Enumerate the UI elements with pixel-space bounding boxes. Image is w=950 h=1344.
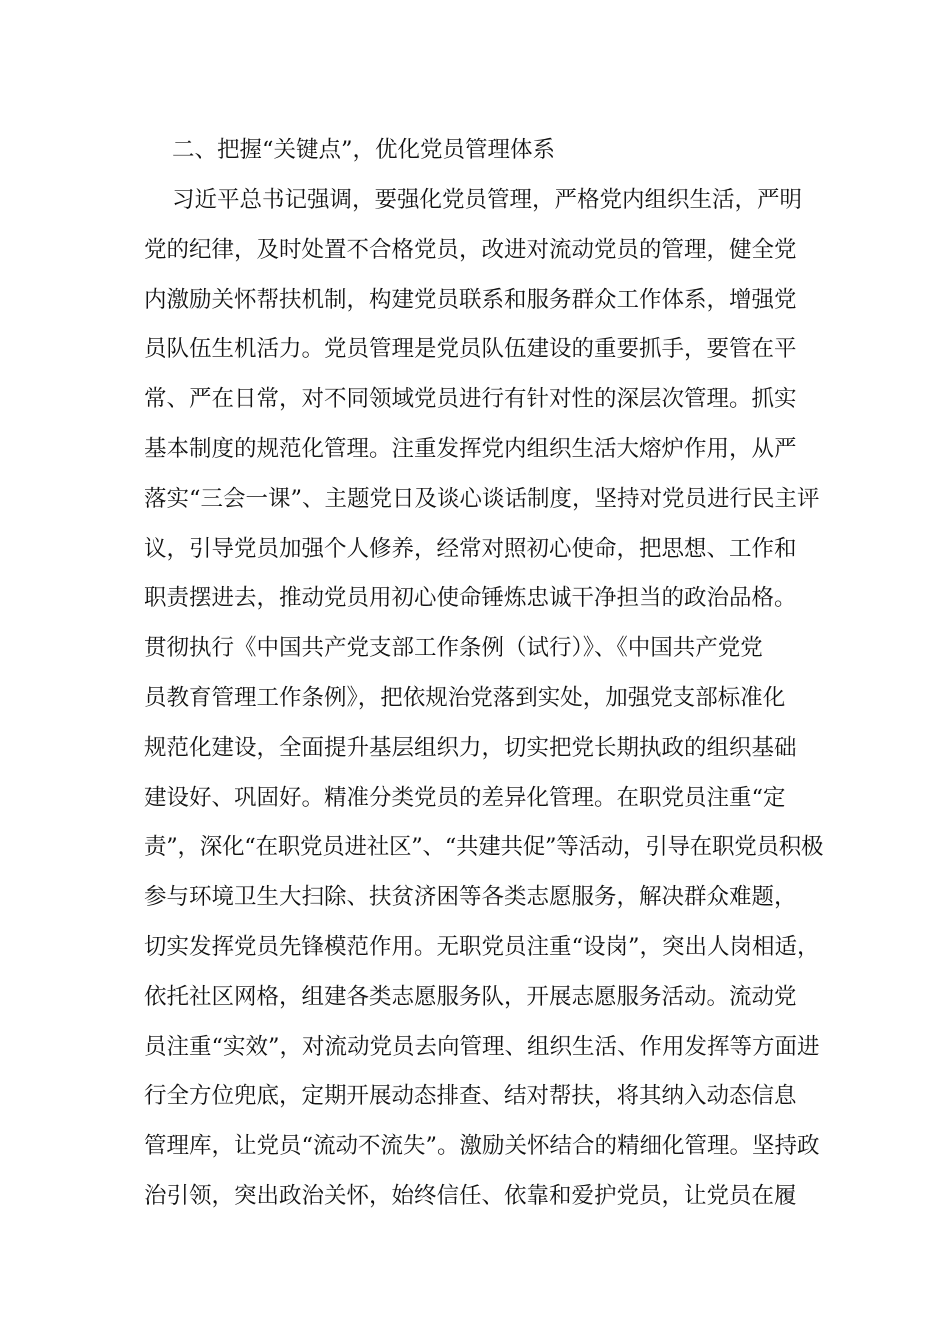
text-line: 责”，深化“在职党员进社区”、“共建共促”等活动，引导在职党员积极 — [144, 834, 824, 861]
section-heading: 二、把握“关键点”，优化党员管理体系 — [172, 137, 556, 163]
text-line: 管理库，让党员“流动不流失”。激励关怀结合的精细化管理。坚持政 — [144, 1133, 820, 1160]
text-line: 落实“三会一课”、主题党日及谈心谈话制度，坚持对党员进行民主评 — [144, 485, 820, 512]
text-line: 切实发挥党员先锋模范作用。无职党员注重“设岗”，突出人岗相适， — [144, 933, 820, 960]
text-line: 规范化建设，全面提升基层组织力，切实把党长期执政的组织基础 — [144, 734, 797, 761]
body-text — [144, 182, 824, 1228]
text-line: 员队伍生机活力。党员管理是党员队伍建设的重要抓手，要管在平 — [144, 336, 797, 363]
text-line: 员注重“实效”，对流动党员去向管理、组织生活、作用发挥等方面进 — [144, 1033, 820, 1060]
text-line: 内激励关怀帮扶机制，构建党员联系和服务群众工作体系，增强党 — [144, 286, 797, 313]
text-line: 员教育管理工作条例》，把依规治党落到实处，加强党支部标准化 — [144, 684, 786, 711]
text-line: 议，引导党员加强个人修养，经常对照初心使命，把思想、工作和 — [144, 535, 797, 562]
text-line: 基本制度的规范化管理。注重发挥党内组织生活大熔炉作用，从严 — [144, 435, 797, 462]
text-line: 习近平总书记强调，要强化党员管理，严格党内组织生活，严明 — [172, 187, 803, 213]
text-line: 职责摆进去，推动党员用初心使命锤炼忠诚干净担当的政治品格。 — [144, 585, 797, 612]
text-line: 贯彻执行《中国共产党支部工作条例（试行）》、《中国共产党党 — [144, 635, 763, 662]
text-line: 常、严在日常，对不同领域党员进行有针对性的深层次管理。抓实 — [144, 386, 797, 413]
text-line: 行全方位兜底，定期开展动态排查、结对帮扶，将其纳入动态信息 — [144, 1083, 797, 1110]
text-line: 参与环境卫生大扫除、扶贫济困等各类志愿服务，解决群众难题， — [144, 884, 797, 911]
text-line: 依托社区网格，组建各类志愿服务队，开展志愿服务活动。流动党 — [144, 983, 797, 1010]
text-line: 治引领，突出政治关怀，始终信任、依靠和爱护党员，让党员在履 — [144, 1182, 797, 1209]
text-line: 党的纪律，及时处置不合格党员，改进对流动党员的管理，健全党 — [144, 236, 797, 263]
text-line: 建设好、巩固好。精准分类党员的差异化管理。在职党员注重“定 — [144, 784, 786, 811]
